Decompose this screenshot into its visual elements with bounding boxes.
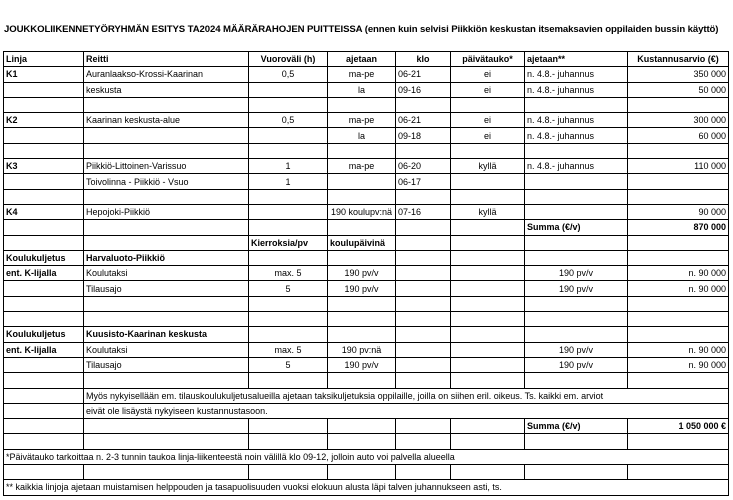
summa-label: Summa (€/v) <box>525 220 628 235</box>
line-id <box>4 82 84 97</box>
rounds-cell: 5 <box>249 281 328 296</box>
season-cell: n. 4.8.- juhannus <box>525 128 628 143</box>
time-cell: 06-17 <box>396 174 451 189</box>
interval-cell: 0,5 <box>249 113 328 128</box>
route-cell: Hepojoki-Piikkiö <box>84 204 249 219</box>
cost-cell: n. 90 000 <box>628 357 729 372</box>
section-sublabel: ent. K-lijalla <box>4 342 84 357</box>
schooldays-cell-2: 190 pv/v <box>525 266 628 281</box>
time-cell: 09-16 <box>396 82 451 97</box>
rounds-cell: max. 5 <box>249 342 328 357</box>
note-text: Myös nykyisellään em. tilauskoulukuljetusalueilla ajetaan taksikuljetuksia oppilaille, joilla on siihen eril. oikeus. Ts. kaikki em. arviot <box>84 388 729 403</box>
break-cell: ei <box>451 67 525 82</box>
days-cell: la <box>328 82 396 97</box>
header-paivatauko: päivätauko* <box>451 52 525 67</box>
section-label: Koulukuljetus <box>4 250 84 265</box>
time-cell: 09-18 <box>396 128 451 143</box>
days-cell: ma-pe <box>328 67 396 82</box>
time-cell: 06-21 <box>396 113 451 128</box>
schooldays-cell-2: 190 pv/v <box>525 342 628 357</box>
rounds-cell: 5 <box>249 357 328 372</box>
footnote-row <box>4 449 729 464</box>
break-cell: ei <box>451 113 525 128</box>
subheader-row <box>4 235 729 250</box>
line-id: K2 <box>4 113 84 128</box>
interval-cell: 1 <box>249 159 328 174</box>
header-ajetaan-kausi: ajetaan** <box>525 52 628 67</box>
section-route-name: Kuusisto-Kaarinan keskusta <box>84 327 249 342</box>
table-row <box>4 266 729 281</box>
break-cell <box>451 174 525 189</box>
document-title: JOUKKOLIIKENNETYÖRYHMÄN ESITYS TA2024 MÄÄRÄRAHOJEN PUITTEISSA (ennen kuin selvisi Piikkiön keskustan itsemaksavien oppilaiden bussin käyttö) <box>4 24 719 35</box>
days-cell: ma-pe <box>328 113 396 128</box>
empty-row <box>4 97 729 112</box>
section-header-row <box>4 250 729 265</box>
footnote-text: ** kaikkia linjoja ajetaan muistamisen helppouden ja tasapuolisuuden vuoksi elokuun alusta läpi talven juhannukseen asti, ts. <box>4 480 729 495</box>
schooldays-cell: 190 pv/v <box>328 266 396 281</box>
schooldays-cell-2: 190 pv/v <box>525 281 628 296</box>
empty-row <box>4 434 729 449</box>
interval-cell: 0,5 <box>249 67 328 82</box>
cost-cell: n. 90 000 <box>628 266 729 281</box>
line-id <box>4 174 84 189</box>
route-cell: Tilausajo <box>84 357 249 372</box>
route-cell: keskusta <box>84 82 249 97</box>
cost-cell: 90 000 <box>628 204 729 219</box>
time-cell: 07-16 <box>396 204 451 219</box>
days-cell <box>328 174 396 189</box>
cost-cell: 60 000 <box>628 128 729 143</box>
route-cell: Tilausajo <box>84 281 249 296</box>
season-cell: n. 4.8.- juhannus <box>525 67 628 82</box>
table-row <box>4 67 729 82</box>
table-row <box>4 128 729 143</box>
empty-row <box>4 312 729 327</box>
summa-value: 1 050 000 € <box>628 419 729 434</box>
season-cell: n. 4.8.- juhannus <box>525 159 628 174</box>
line-id <box>4 128 84 143</box>
schooldays-cell-2: 190 pv/v <box>525 357 628 372</box>
rounds-cell: max. 5 <box>249 266 328 281</box>
koulupaivina-header: koulupäivinä <box>328 235 396 250</box>
cost-cell: 110 000 <box>628 159 729 174</box>
table-row <box>4 159 729 174</box>
days-cell: 190 koulupv:nä <box>328 204 396 219</box>
empty-row <box>4 465 729 480</box>
cost-cell: 300 000 <box>628 113 729 128</box>
season-cell: n. 4.8.- juhannus <box>525 113 628 128</box>
header-linja: Linja <box>4 52 84 67</box>
summa-value: 870 000 <box>628 220 729 235</box>
break-cell: kyllä <box>451 204 525 219</box>
interval-cell: 1 <box>249 174 328 189</box>
interval-cell <box>249 204 328 219</box>
time-cell: 06-20 <box>396 159 451 174</box>
footnote-row <box>4 480 729 495</box>
season-cell <box>525 204 628 219</box>
table-row <box>4 204 729 219</box>
schooldays-cell: 190 pv:nä <box>328 342 396 357</box>
interval-cell <box>249 128 328 143</box>
schooldays-cell: 190 pv/v <box>328 281 396 296</box>
empty-row <box>4 373 729 388</box>
days-cell: ma-pe <box>328 159 396 174</box>
route-cell <box>84 128 249 143</box>
note-text: eivät ole lisäystä nykyiseen kustannustasoon. <box>84 403 729 418</box>
summary-row <box>4 220 729 235</box>
header-vuorovali: Vuoroväli (h) <box>249 52 328 67</box>
header-ajetaan: ajetaan <box>328 52 396 67</box>
break-cell: ei <box>451 82 525 97</box>
table-row <box>4 113 729 128</box>
season-cell <box>525 174 628 189</box>
summa-label: Summa (€/v) <box>525 419 628 434</box>
header-kustannusarvio: Kustannusarvio (€) <box>628 52 729 67</box>
section-label: Koulukuljetus <box>4 327 84 342</box>
empty-row <box>4 296 729 311</box>
route-cell: Koulutaksi <box>84 266 249 281</box>
header-klo: klo <box>396 52 451 67</box>
cost-cell <box>628 174 729 189</box>
break-cell: kyllä <box>451 159 525 174</box>
route-cell: Koulutaksi <box>84 342 249 357</box>
season-cell: n. 4.8.- juhannus <box>525 82 628 97</box>
header-row <box>4 52 729 67</box>
empty-row <box>4 189 729 204</box>
empty-row <box>4 143 729 158</box>
break-cell: ei <box>451 128 525 143</box>
table-row <box>4 281 729 296</box>
header-reitti: Reitti <box>84 52 249 67</box>
time-cell: 06-21 <box>396 67 451 82</box>
line-id: K3 <box>4 159 84 174</box>
route-cell: Piikkiö-Littoinen-Varissuo <box>84 159 249 174</box>
schooldays-cell: 190 pv/v <box>328 357 396 372</box>
line-id: K4 <box>4 204 84 219</box>
table-row <box>4 174 729 189</box>
table-row <box>4 82 729 97</box>
kierroksia-header: Kierroksia/pv <box>249 235 328 250</box>
table-row <box>4 342 729 357</box>
section-route-name: Harvaluoto-Piikkiö <box>84 250 249 265</box>
line-id: K1 <box>4 67 84 82</box>
footnote-text: *Päivätauko tarkoittaa n. 2-3 tunnin taukoa linja-liikenteestä noin välillä klo 09-12, jolloin auto voi palvella alueella <box>4 449 729 464</box>
table-row <box>4 357 729 372</box>
cost-cell: 350 000 <box>628 67 729 82</box>
summary-row <box>4 419 729 434</box>
cost-cell: n. 90 000 <box>628 342 729 357</box>
cost-table <box>3 51 729 496</box>
cost-cell: 50 000 <box>628 82 729 97</box>
section-sublabel: ent. K-lijalla <box>4 266 84 281</box>
section-header-row <box>4 327 729 342</box>
note-row <box>4 403 729 418</box>
route-cell: Auranlaakso-Krossi-Kaarinan <box>84 67 249 82</box>
note-row <box>4 388 729 403</box>
interval-cell <box>249 82 328 97</box>
cost-cell: n. 90 000 <box>628 281 729 296</box>
route-cell: Toivolinna - Piikkiö - Vsuo <box>84 174 249 189</box>
days-cell: la <box>328 128 396 143</box>
route-cell: Kaarinan keskusta-alue <box>84 113 249 128</box>
